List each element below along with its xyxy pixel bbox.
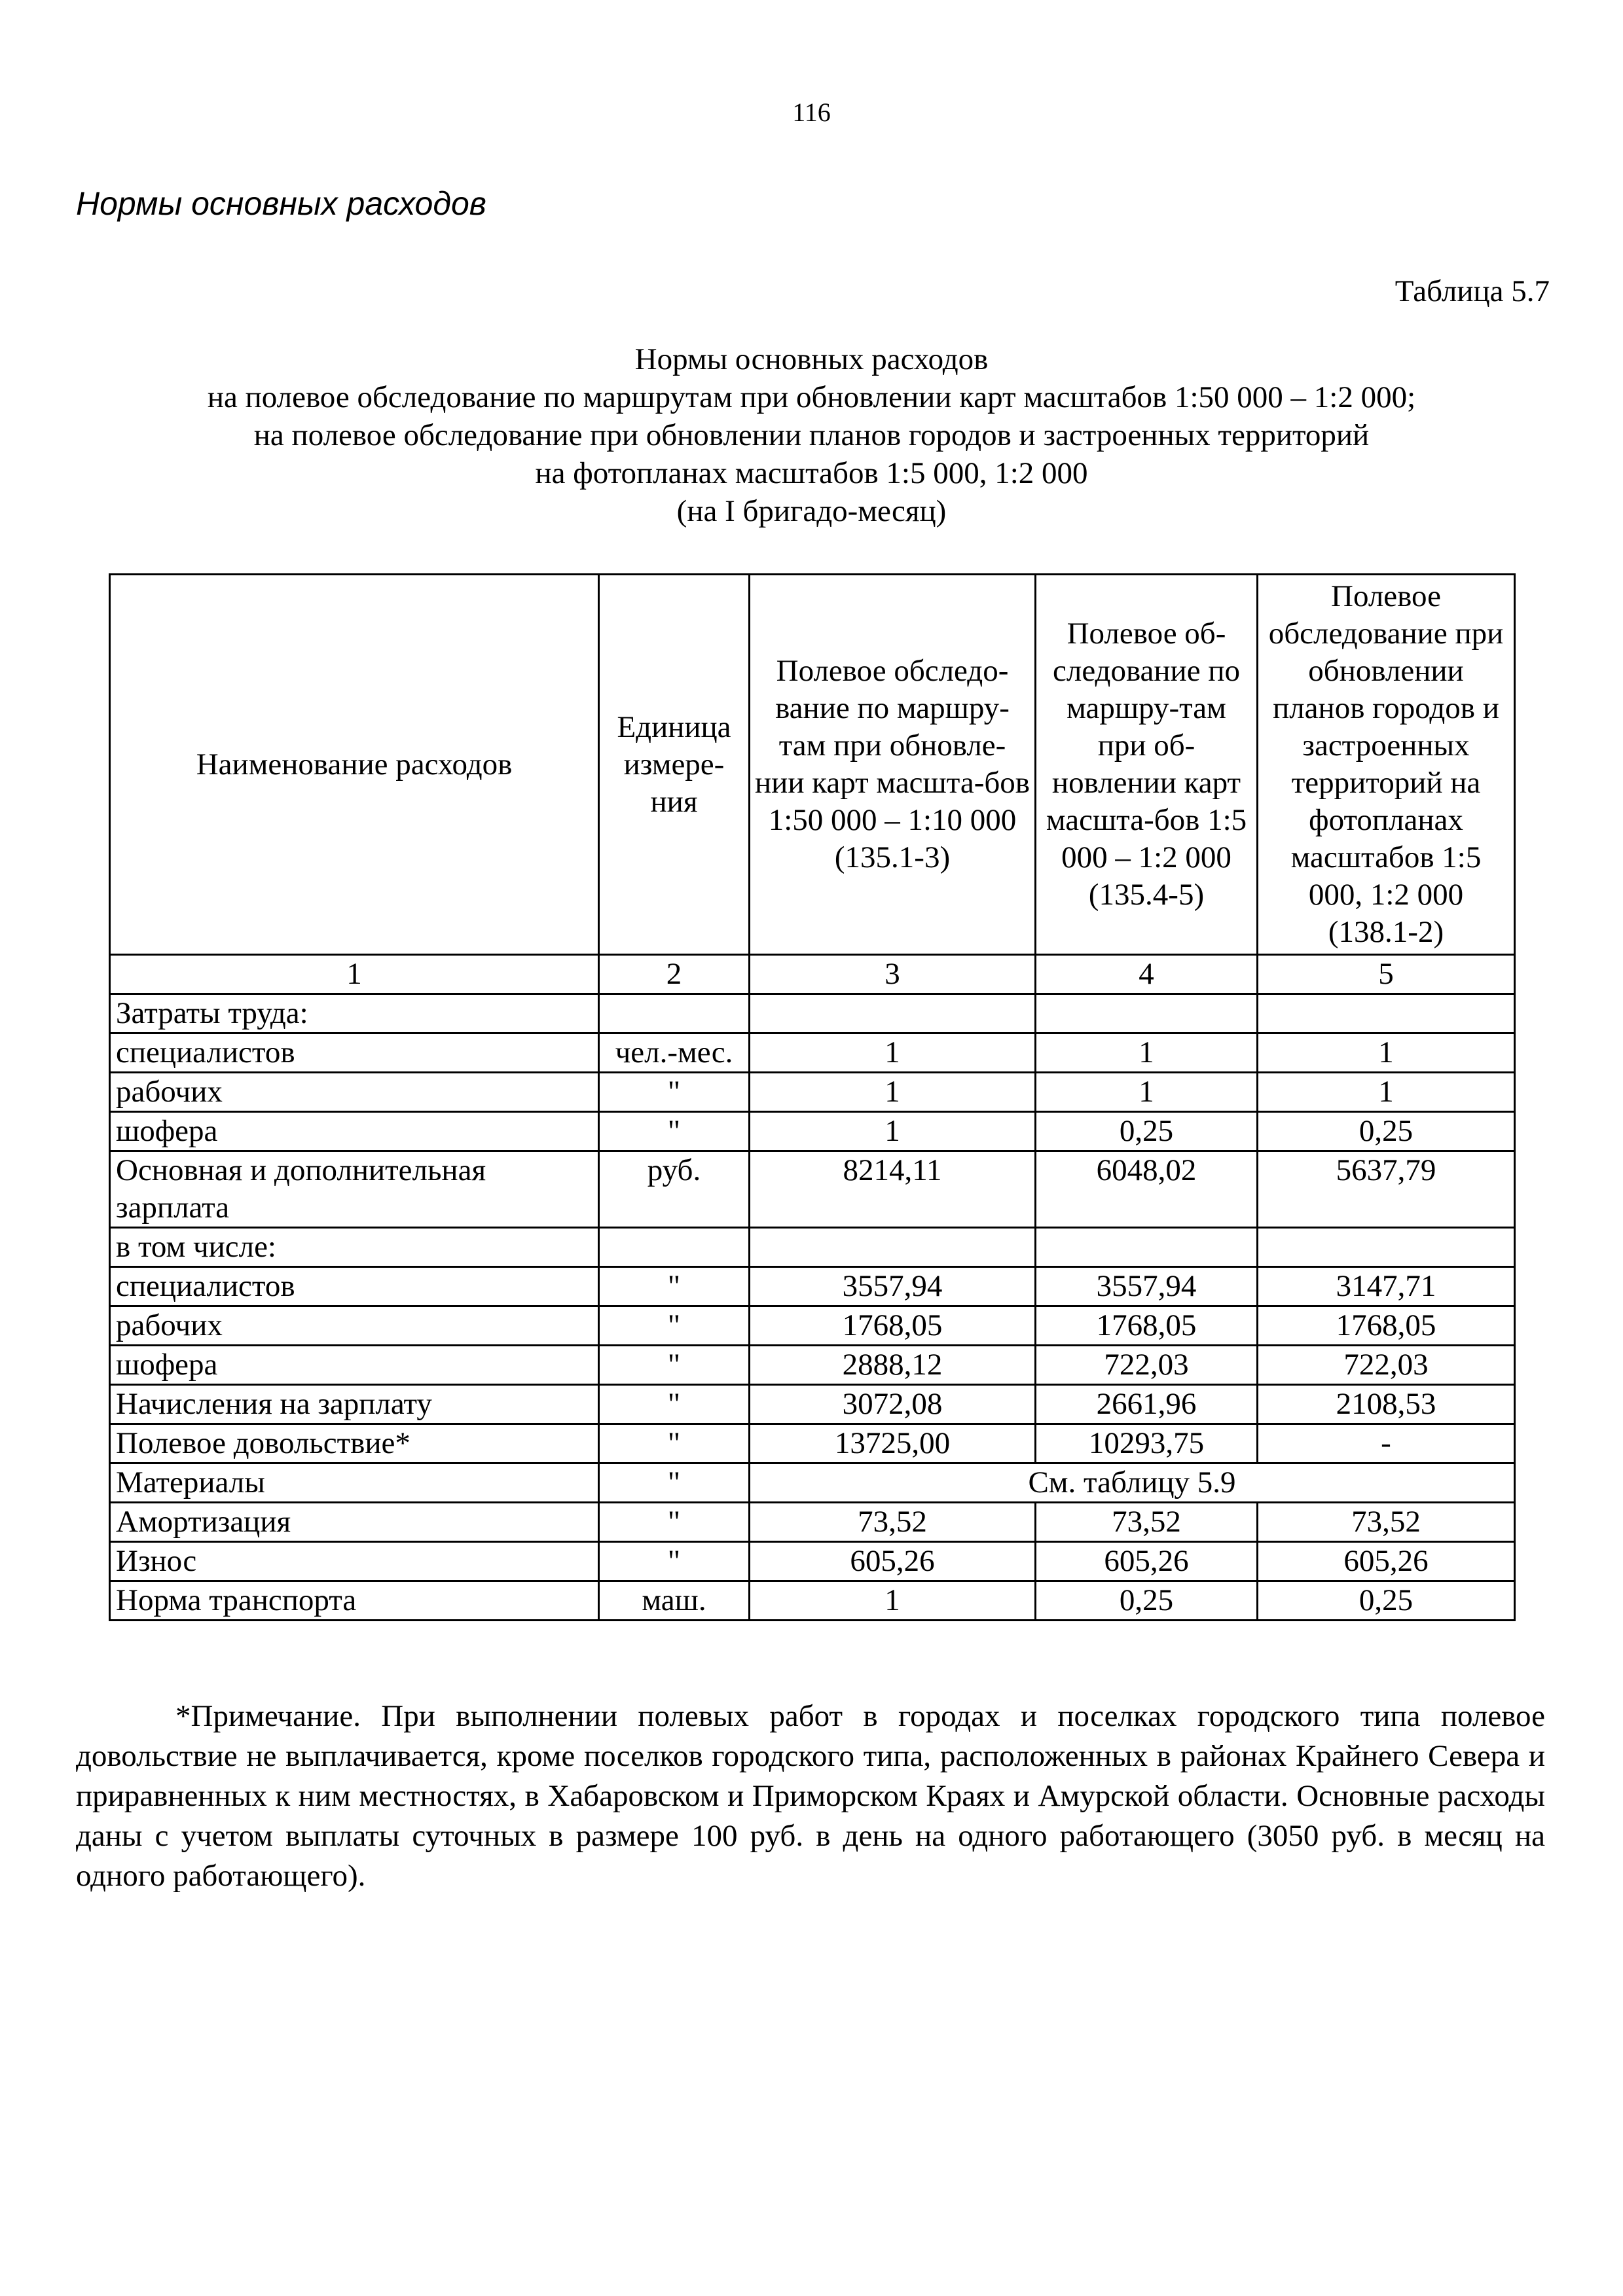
row-name: специалистов <box>110 1033 599 1073</box>
column-number: 4 <box>1036 955 1258 994</box>
table-row <box>110 1346 1515 1385</box>
table-row <box>110 1542 1515 1581</box>
column-number-row <box>110 955 1515 994</box>
table-title <box>0 340 1623 530</box>
row-name: шофера <box>110 1112 599 1151</box>
row-value-col3: 13725,00 <box>750 1424 1036 1463</box>
row-name: Полевое довольствие* <box>110 1424 599 1463</box>
row-name: Затраты труда: <box>110 994 599 1033</box>
row-value-col5: 3147,71 <box>1258 1267 1515 1306</box>
row-unit: " <box>599 1306 750 1346</box>
row-value-col3: 3557,94 <box>750 1267 1036 1306</box>
column-number: 2 <box>599 955 750 994</box>
row-value-col4: 6048,02 <box>1036 1151 1258 1228</box>
row-name: рабочих <box>110 1306 599 1346</box>
row-unit: маш. <box>599 1581 750 1621</box>
row-unit: " <box>599 1424 750 1463</box>
row-value-col3: 2888,12 <box>750 1346 1036 1385</box>
row-value-col3: 8214,11 <box>750 1151 1036 1228</box>
row-value-col5: 605,26 <box>1258 1542 1515 1581</box>
row-value-col4: 722,03 <box>1036 1346 1258 1385</box>
row-value-col4 <box>1036 994 1258 1033</box>
row-unit: " <box>599 1385 750 1424</box>
row-value-col5 <box>1258 1228 1515 1267</box>
norms-table <box>109 573 1516 1621</box>
row-value-col4: 605,26 <box>1036 1542 1258 1581</box>
row-name: рабочих <box>110 1073 599 1112</box>
row-value-col3: 1768,05 <box>750 1306 1036 1346</box>
table-row <box>110 1112 1515 1151</box>
row-value-col3: 1 <box>750 1033 1036 1073</box>
table-label: Таблица 5.7 <box>1395 274 1550 308</box>
row-value-col5: 73,52 <box>1258 1503 1515 1542</box>
table-row <box>110 1228 1515 1267</box>
table-row <box>110 1073 1515 1112</box>
table-row <box>110 1463 1515 1503</box>
table-row <box>110 1267 1515 1306</box>
row-value-col4: 0,25 <box>1036 1112 1258 1151</box>
row-value-col4: 1 <box>1036 1033 1258 1073</box>
page-number: 116 <box>792 98 831 127</box>
header-col3: Полевое обследо-вание по маршру-там при обновле-нии карт масшта-бов 1:50 000 – 1:10 000 (135.1-3) <box>750 575 1036 955</box>
row-value-col3: 605,26 <box>750 1542 1036 1581</box>
table-row <box>110 1151 1515 1228</box>
row-value-col5: 2108,53 <box>1258 1385 1515 1424</box>
table-row <box>110 1581 1515 1621</box>
table-row <box>110 1503 1515 1542</box>
row-value-col3 <box>750 1228 1036 1267</box>
table-row <box>110 1033 1515 1073</box>
row-name: Норма транспорта <box>110 1581 599 1621</box>
table-title-line: на фотопланах масштабов 1:5 000, 1:2 000 <box>535 456 1088 490</box>
column-number: 5 <box>1258 955 1515 994</box>
table-title-line: на полевое обследование по маршрутам при обновлении карт масштабов 1:50 000 – 1:2 000; <box>207 380 1416 414</box>
table-header-row <box>110 575 1515 955</box>
row-value-col3: 3072,08 <box>750 1385 1036 1424</box>
row-unit: " <box>599 1463 750 1503</box>
header-col4: Полевое об-следование по маршру-там при об-новлении карт масшта-бов 1:5 000 – 1:2 000 (135.4-5) <box>1036 575 1258 955</box>
table-title-line: Нормы основных расходов <box>634 342 989 376</box>
row-unit: " <box>599 1267 750 1306</box>
column-number: 3 <box>750 955 1036 994</box>
row-value-col5: - <box>1258 1424 1515 1463</box>
table-body <box>110 955 1515 1621</box>
row-value-col5 <box>1258 994 1515 1033</box>
row-value-col5: 722,03 <box>1258 1346 1515 1385</box>
table-row <box>110 994 1515 1033</box>
row-value-col3: 73,52 <box>750 1503 1036 1542</box>
footnote: *Примечание. При выполнении полевых работ в городах и поселках городского типа полевое довольствие не выплачивается, кроме поселков городского типа, расположенных в районах Крайнего Севера и приравненных к ним местностях, в Хабаровском и Приморском Краях и Амурской области. Основные расходы даны с учетом выплаты суточных в размере 100 руб. в день на одного работающего (3050 руб. в месяц на одного работающего). <box>76 1699 1545 1893</box>
row-name: Амортизация <box>110 1503 599 1542</box>
header-unit: Единица измере-ния <box>599 575 750 955</box>
row-name: в том числе: <box>110 1228 599 1267</box>
row-name: специалистов <box>110 1267 599 1306</box>
row-value-col4: 10293,75 <box>1036 1424 1258 1463</box>
row-name: Материалы <box>110 1463 599 1503</box>
table-row <box>110 1306 1515 1346</box>
row-value-col5: 5637,79 <box>1258 1151 1515 1228</box>
row-value-col5: 0,25 <box>1258 1112 1515 1151</box>
table-row <box>110 1385 1515 1424</box>
row-name: Начисления на зарплату <box>110 1385 599 1424</box>
row-value-col5: 1 <box>1258 1033 1515 1073</box>
row-value-col5: 0,25 <box>1258 1581 1515 1621</box>
column-number: 1 <box>110 955 599 994</box>
row-unit: " <box>599 1346 750 1385</box>
row-unit: руб. <box>599 1151 750 1228</box>
row-value-col4: 3557,94 <box>1036 1267 1258 1306</box>
row-merged-value: См. таблицу 5.9 <box>750 1463 1515 1503</box>
row-value-col3: 1 <box>750 1073 1036 1112</box>
row-unit: " <box>599 1073 750 1112</box>
row-value-col4: 2661,96 <box>1036 1385 1258 1424</box>
row-unit <box>599 1228 750 1267</box>
row-value-col3 <box>750 994 1036 1033</box>
row-unit: " <box>599 1542 750 1581</box>
section-heading: Нормы основных расходов <box>76 185 486 222</box>
row-value-col4: 1768,05 <box>1036 1306 1258 1346</box>
row-name: шофера <box>110 1346 599 1385</box>
row-unit: чел.-мес. <box>599 1033 750 1073</box>
row-value-col5: 1768,05 <box>1258 1306 1515 1346</box>
header-name: Наименование расходов <box>110 575 599 955</box>
table-title-line: (на I бригадо-месяц) <box>676 494 947 528</box>
row-value-col4 <box>1036 1228 1258 1267</box>
row-value-col3: 1 <box>750 1581 1036 1621</box>
row-value-col4: 73,52 <box>1036 1503 1258 1542</box>
row-unit: " <box>599 1503 750 1542</box>
table-title-line: на полевое обследование при обновлении планов городов и застроенных территорий <box>253 418 1370 452</box>
row-value-col4: 1 <box>1036 1073 1258 1112</box>
row-value-col4: 0,25 <box>1036 1581 1258 1621</box>
row-value-col3: 1 <box>750 1112 1036 1151</box>
row-value-col5: 1 <box>1258 1073 1515 1112</box>
table-row <box>110 1424 1515 1463</box>
row-name: Износ <box>110 1542 599 1581</box>
row-unit <box>599 994 750 1033</box>
header-col5: Полевое обследование при обновлении планов городов и застроенных территорий на фотопланах масштабов 1:5 000, 1:2 000 (138.1-2) <box>1258 575 1515 955</box>
row-unit: " <box>599 1112 750 1151</box>
row-name: Основная и дополнительная зарплата <box>110 1151 599 1228</box>
